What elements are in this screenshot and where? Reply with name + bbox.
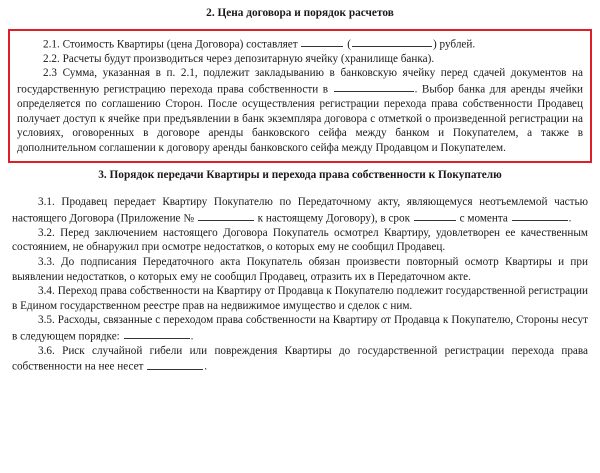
clause-2-3-text-a: 2.3 Сумма, указанная в п. 2.1, подлежит закладыванию в банковскую ячейку перед сдачей документов на государственную регистрацию перехода права собственности в	[17, 67, 583, 96]
clause-2-3-text-b: . Выбор банка для аренды ячейки определяется по соглашению Сторон. После осуществления регистрации перехода права собственности Продавец получает доступ к ячейке при предъявлении в банк экземпляра договора с отметкой о произведенной регистрации на условиях, оговоренных в договоре аренды банковского сейфа между банком и Покупателем, а также в дополнительном соглашении к договору аренды банковского сейфа между Продавцом и Покупателем.	[17, 83, 583, 154]
section-3-heading: 3. Порядок передачи Квартиры и перехода права собственности к Покупателю	[98, 169, 502, 182]
clause-3-5	[12, 313, 588, 343]
clause-2-1-text-b: (	[347, 38, 351, 51]
clause-3-5-text-b: .	[190, 330, 194, 343]
clause-3-3: 3.3. До подписания Передаточного акта Покупатель обязан произвести повторный осмотр Квартиры и при выявлении недостатков, о которых ему не сообщил Продавец, отразить их в Передаточном акте.	[12, 256, 588, 283]
clause-2-1	[17, 36, 583, 52]
clause-3-6-text-a: 3.6. Риск случайной гибели или повреждения Квартиры до государственной регистрации перехода права собственности на нее несет	[12, 344, 588, 373]
clause-2-1-blank-amount[interactable]	[301, 36, 343, 47]
clause-3-1-text-d: .	[568, 212, 572, 225]
clause-2-1-text-c: ) рублей.	[433, 38, 476, 51]
section-2-heading: 2. Цена договора и порядок расчетов	[206, 7, 394, 19]
clause-3-1-blank-term[interactable]	[414, 210, 456, 221]
clause-3-4: 3.4. Переход права собственности на Квартиру от Продавца к Покупателю подлежит государственной регистрации в Едином государственном реестре прав на недвижимое имущество и сделок с ним.	[12, 285, 588, 312]
clause-3-6-blank-risk-bearer[interactable]	[147, 358, 203, 369]
clause-3-1-text-b: к настоящему Договору), в срок	[257, 212, 411, 225]
clause-3-6-text-b: .	[204, 360, 208, 373]
clause-3-1-text-c: с момента	[459, 212, 508, 225]
clause-2-3-blank-bank[interactable]	[334, 81, 414, 92]
clause-3-2: 3.2. Перед заключением настоящего Договора Покупатель осмотрел Квартиру, удовлетворен ее качественным состоянием, не обнаружил при осмотре недостатков, о которых ему не сообщил Продавец.	[12, 226, 588, 254]
clause-2-2: 2.2. Расчеты будут производиться через депозитарную ячейку (хранилище банка).	[43, 52, 435, 65]
clause-3-6	[12, 344, 588, 374]
clause-3-1-text-a: 3.1. Продавец передает Квартиру Покупателю по Передаточному акту, являющемуся неотъемлемой частью настоящего Договора (Приложение №	[12, 196, 588, 225]
clause-3-5-text-a: 3.5. Расходы, связанные с переходом права собственности на Квартиру от Продавца к Покупателю, Стороны несут в следующем порядке:	[12, 314, 588, 343]
clause-2-3	[17, 66, 583, 155]
clause-2-1-blank-amount-words[interactable]	[352, 36, 432, 47]
highlighted-clause-block	[8, 29, 592, 163]
clause-2-1-text-a: 2.1. Стоимость Квартиры (цена Договора) составляет	[43, 38, 298, 51]
clause-3-5-blank-order[interactable]	[124, 328, 190, 339]
section-3-body	[10, 195, 590, 374]
clause-3-1-blank-appendix-number[interactable]	[198, 210, 254, 221]
clause-3-1-blank-moment[interactable]	[512, 210, 568, 221]
clause-3-1	[12, 195, 588, 225]
